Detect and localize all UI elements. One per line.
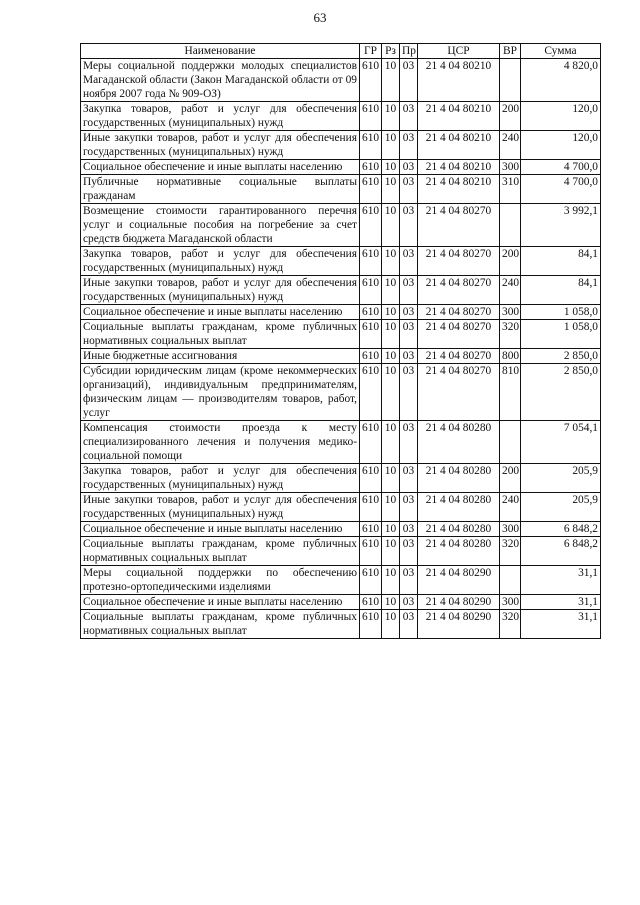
cell-vr: 320: [500, 320, 521, 349]
table-row: [81, 276, 601, 305]
cell-sum: 120,0: [521, 131, 601, 160]
cell-csr: 21 4 04 80210: [418, 59, 500, 102]
cell-vr: 300: [500, 160, 521, 175]
cell-csr: 21 4 04 80280: [418, 464, 500, 493]
cell-gr: 610: [360, 102, 382, 131]
cell-name: Социальные выплаты гражданам, кроме публичных нормативных социальных выплат: [81, 610, 360, 639]
cell-gr: 610: [360, 59, 382, 102]
cell-vr: 300: [500, 595, 521, 610]
cell-pr: 03: [400, 102, 418, 131]
cell-gr: 610: [360, 175, 382, 204]
cell-pr: 03: [400, 493, 418, 522]
cell-vr: 800: [500, 349, 521, 364]
cell-csr: 21 4 04 80280: [418, 537, 500, 566]
cell-sum: 2 850,0: [521, 349, 601, 364]
cell-rz: 10: [382, 131, 400, 160]
table-row: [81, 320, 601, 349]
cell-name: Меры социальной поддержки молодых специалистов Магаданской области (Закон Магаданской области от 09 ноября 2007 года № 909-ОЗ): [81, 59, 360, 102]
table-row: [81, 102, 601, 131]
cell-csr: 21 4 04 80280: [418, 522, 500, 537]
cell-rz: 10: [382, 610, 400, 639]
header-csr: ЦСР: [418, 44, 500, 59]
cell-rz: 10: [382, 349, 400, 364]
cell-gr: 610: [360, 204, 382, 247]
table-row: [81, 59, 601, 102]
cell-vr: [500, 59, 521, 102]
cell-pr: 03: [400, 364, 418, 421]
table-header-row: [81, 44, 601, 59]
cell-gr: 610: [360, 566, 382, 595]
table-row: [81, 349, 601, 364]
cell-name: Закупка товаров, работ и услуг для обеспечения государственных (муниципальных) нужд: [81, 102, 360, 131]
cell-pr: 03: [400, 349, 418, 364]
cell-gr: 610: [360, 247, 382, 276]
cell-gr: 610: [360, 522, 382, 537]
cell-vr: [500, 421, 521, 464]
cell-sum: 4 820,0: [521, 59, 601, 102]
cell-gr: 610: [360, 464, 382, 493]
cell-sum: 4 700,0: [521, 160, 601, 175]
table-row: [81, 595, 601, 610]
cell-gr: 610: [360, 595, 382, 610]
cell-gr: 610: [360, 493, 382, 522]
cell-sum: 31,1: [521, 610, 601, 639]
cell-vr: 810: [500, 364, 521, 421]
cell-name: Закупка товаров, работ и услуг для обеспечения государственных (муниципальных) нужд: [81, 464, 360, 493]
cell-name: Меры социальной поддержки по обеспечению протезно-ортопедическими изделиями: [81, 566, 360, 595]
cell-gr: 610: [360, 364, 382, 421]
table-row: [81, 537, 601, 566]
cell-sum: 84,1: [521, 247, 601, 276]
cell-rz: 10: [382, 537, 400, 566]
header-pr: Пр: [400, 44, 418, 59]
cell-pr: 03: [400, 276, 418, 305]
cell-csr: 21 4 04 80290: [418, 595, 500, 610]
cell-name: Социальные выплаты гражданам, кроме публичных нормативных социальных выплат: [81, 537, 360, 566]
cell-gr: 610: [360, 537, 382, 566]
cell-name: Иные закупки товаров, работ и услуг для обеспечения государственных (муниципальных) нужд: [81, 276, 360, 305]
cell-csr: 21 4 04 80270: [418, 364, 500, 421]
cell-name: Социальное обеспечение и иные выплаты населению: [81, 160, 360, 175]
cell-pr: 03: [400, 537, 418, 566]
cell-sum: 205,9: [521, 464, 601, 493]
cell-rz: 10: [382, 175, 400, 204]
cell-vr: 240: [500, 131, 521, 160]
cell-rz: 10: [382, 276, 400, 305]
cell-sum: 120,0: [521, 102, 601, 131]
cell-csr: 21 4 04 80210: [418, 160, 500, 175]
cell-pr: 03: [400, 247, 418, 276]
cell-pr: 03: [400, 160, 418, 175]
cell-sum: 3 992,1: [521, 204, 601, 247]
cell-name: Возмещение стоимости гарантированного перечня услуг и социальные пособия на погребение за счет средств бюджета Магаданской области: [81, 204, 360, 247]
cell-pr: 03: [400, 421, 418, 464]
cell-vr: 240: [500, 493, 521, 522]
cell-pr: 03: [400, 175, 418, 204]
cell-vr: 240: [500, 276, 521, 305]
cell-rz: 10: [382, 522, 400, 537]
table-row: [81, 464, 601, 493]
table-row: [81, 160, 601, 175]
cell-rz: 10: [382, 160, 400, 175]
cell-sum: 84,1: [521, 276, 601, 305]
cell-rz: 10: [382, 59, 400, 102]
cell-pr: 03: [400, 305, 418, 320]
table-row: [81, 522, 601, 537]
cell-pr: 03: [400, 320, 418, 349]
table-row: [81, 566, 601, 595]
header-rz: Рз: [382, 44, 400, 59]
cell-pr: 03: [400, 131, 418, 160]
page-number: 63: [313, 10, 327, 25]
cell-rz: 10: [382, 595, 400, 610]
table-row: [81, 493, 601, 522]
cell-rz: 10: [382, 247, 400, 276]
cell-name: Субсидии юридическим лицам (кроме некоммерческих организаций), индивидуальным предпринимателям, физическим лицам — производителям товаров, работ, услуг: [81, 364, 360, 421]
header-name: Наименование: [81, 44, 360, 59]
header-vr: ВР: [500, 44, 521, 59]
table-row: [81, 204, 601, 247]
cell-gr: 610: [360, 131, 382, 160]
cell-pr: 03: [400, 464, 418, 493]
cell-name: Социальное обеспечение и иные выплаты населению: [81, 522, 360, 537]
cell-csr: 21 4 04 80270: [418, 305, 500, 320]
cell-vr: [500, 566, 521, 595]
cell-csr: 21 4 04 80270: [418, 320, 500, 349]
cell-rz: 10: [382, 305, 400, 320]
cell-gr: 610: [360, 305, 382, 320]
cell-vr: 320: [500, 537, 521, 566]
table-row: [81, 131, 601, 160]
header-gr: ГР: [360, 44, 382, 59]
cell-csr: 21 4 04 80290: [418, 610, 500, 639]
cell-sum: 205,9: [521, 493, 601, 522]
cell-name: Иные бюджетные ассигнования: [81, 349, 360, 364]
cell-csr: 21 4 04 80210: [418, 131, 500, 160]
cell-csr: 21 4 04 80280: [418, 421, 500, 464]
cell-sum: 31,1: [521, 595, 601, 610]
cell-csr: 21 4 04 80290: [418, 566, 500, 595]
cell-gr: 610: [360, 421, 382, 464]
cell-pr: 03: [400, 610, 418, 639]
table-row: [81, 305, 601, 320]
cell-gr: 610: [360, 349, 382, 364]
cell-rz: 10: [382, 364, 400, 421]
cell-sum: 4 700,0: [521, 175, 601, 204]
cell-gr: 610: [360, 160, 382, 175]
table-row: [81, 175, 601, 204]
cell-csr: 21 4 04 80270: [418, 204, 500, 247]
cell-vr: 200: [500, 464, 521, 493]
cell-pr: 03: [400, 595, 418, 610]
cell-rz: 10: [382, 102, 400, 131]
cell-sum: 7 054,1: [521, 421, 601, 464]
cell-name: Компенсация стоимости проезда к месту специализированного лечения и получения медико-социальной помощи: [81, 421, 360, 464]
cell-rz: 10: [382, 566, 400, 595]
cell-vr: 200: [500, 102, 521, 131]
cell-vr: 300: [500, 305, 521, 320]
cell-sum: 31,1: [521, 566, 601, 595]
cell-vr: 200: [500, 247, 521, 276]
cell-csr: 21 4 04 80280: [418, 493, 500, 522]
cell-sum: 6 848,2: [521, 537, 601, 566]
cell-gr: 610: [360, 276, 382, 305]
cell-rz: 10: [382, 493, 400, 522]
cell-rz: 10: [382, 464, 400, 493]
cell-pr: 03: [400, 204, 418, 247]
cell-vr: [500, 204, 521, 247]
cell-name: Иные закупки товаров, работ и услуг для обеспечения государственных (муниципальных) нужд: [81, 493, 360, 522]
cell-name: Социальное обеспечение и иные выплаты населению: [81, 595, 360, 610]
cell-rz: 10: [382, 421, 400, 464]
table-row: [81, 247, 601, 276]
table-body: [81, 59, 601, 639]
cell-pr: 03: [400, 522, 418, 537]
cell-sum: 6 848,2: [521, 522, 601, 537]
cell-name: Иные закупки товаров, работ и услуг для обеспечения государственных (муниципальных) нужд: [81, 131, 360, 160]
table-row: [81, 610, 601, 639]
cell-pr: 03: [400, 566, 418, 595]
cell-pr: 03: [400, 59, 418, 102]
cell-vr: 320: [500, 610, 521, 639]
cell-name: Публичные нормативные социальные выплаты гражданам: [81, 175, 360, 204]
cell-name: Социальное обеспечение и иные выплаты населению: [81, 305, 360, 320]
cell-sum: 1 058,0: [521, 320, 601, 349]
table-row: [81, 421, 601, 464]
cell-vr: 300: [500, 522, 521, 537]
cell-gr: 610: [360, 320, 382, 349]
cell-csr: 21 4 04 80210: [418, 102, 500, 131]
budget-table: [80, 43, 601, 639]
cell-csr: 21 4 04 80270: [418, 247, 500, 276]
table-row: [81, 364, 601, 421]
cell-sum: 1 058,0: [521, 305, 601, 320]
cell-rz: 10: [382, 204, 400, 247]
cell-gr: 610: [360, 610, 382, 639]
cell-csr: 21 4 04 80270: [418, 276, 500, 305]
cell-vr: 310: [500, 175, 521, 204]
cell-csr: 21 4 04 80210: [418, 175, 500, 204]
cell-sum: 2 850,0: [521, 364, 601, 421]
cell-name: Закупка товаров, работ и услуг для обеспечения государственных (муниципальных) нужд: [81, 247, 360, 276]
cell-csr: 21 4 04 80270: [418, 349, 500, 364]
cell-name: Социальные выплаты гражданам, кроме публичных нормативных социальных выплат: [81, 320, 360, 349]
cell-rz: 10: [382, 320, 400, 349]
header-sum: Сумма: [521, 44, 601, 59]
